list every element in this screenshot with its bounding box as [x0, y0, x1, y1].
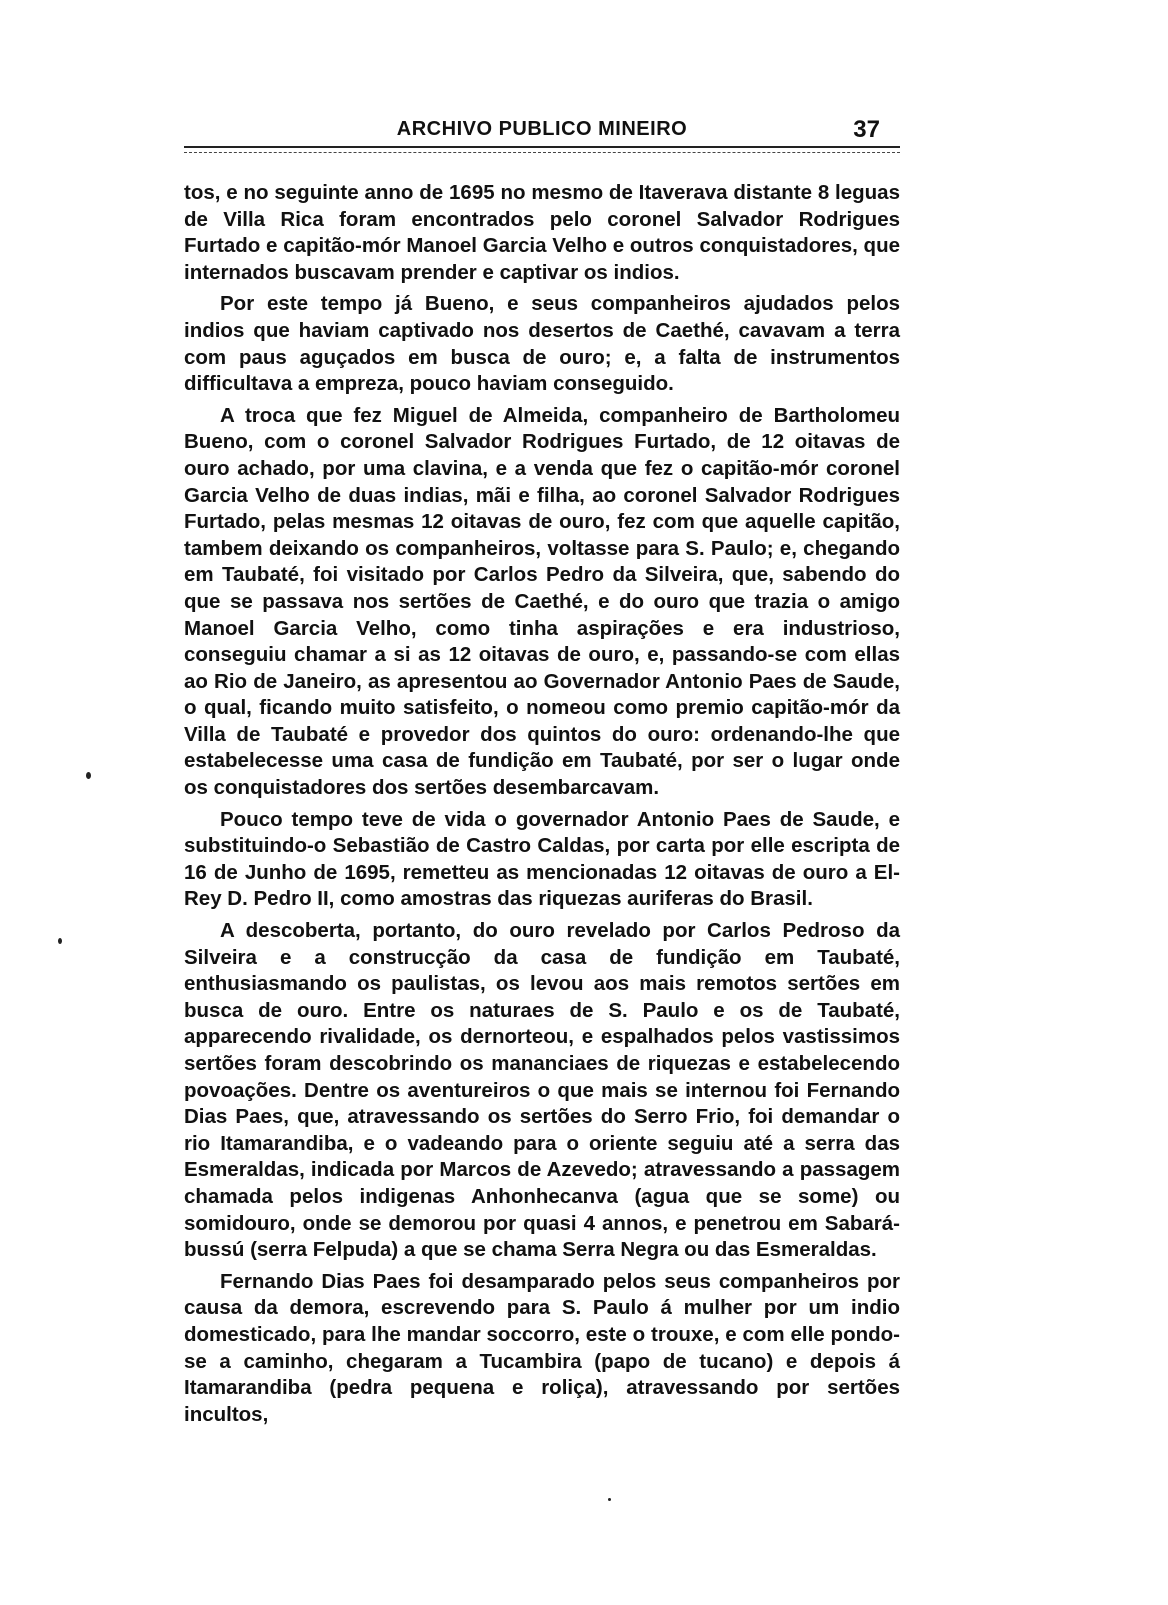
paragraph-5: A descoberta, portanto, do ouro revelado por Carlos Pedroso da Silveira e a construcção da casa de fundição em Taubaté, enthusiasmando os paulistas, os levou aos mais remotos sertões em busca de ouro. Entre os naturaes de S. Paulo e os de Taubaté, apparecendo rivalidade, os dernorteou, e espalhados pelos vastissimos sertões foram descobrindo os mananciaes de riquezas e estabelecendo povoações. Dentre os aventureiros o que mais se internou foi Fernando Dias Paes, que, atravessando os sertões do Serro Frio, foi demandar o rio Itamarandiba, e o vadeando para o oriente seguiu até a serra das Esmeraldas, indicada por Marcos de Azevedo; atravessando a passagem chamada pelos indigenas Anhonhecanva (agua que se some) ou somidouro, onde se demorou por quasi 4 annos, e penetrou em Sabará-bussú (serra Felpuda) a que se chama Serra Negra ou das Esmeraldas.: [184, 919, 900, 1262]
page-number: 37: [853, 116, 880, 143]
print-speck: [86, 772, 91, 779]
paragraph-6: Fernando Dias Paes foi desamparado pelos seus companheiros por causa da demora, escrevendo para S. Paulo á mulher por um indio domesticado, para lhe mandar soccorro, este o trouxe, e com elle pondo-se a caminho, chegaram a Tucambira (papo de tucano) e depois á Itamarandiba (pedra pequena e roliça), atravessando por sertões incultos,: [184, 1269, 900, 1426]
paragraph-4: Pouco tempo teve de vida o governador Antonio Paes de Saude, e substituindo-o Sebastião de Castro Caldas, por carta por elle escripta de 16 de Junho de 1695, remetteu as mencionadas 12 oitavas de ouro a El-Rey D. Pedro II, como amostras das riquezas auriferas do Brasil.: [184, 807, 900, 911]
paragraph-1: tos, e no seguinte anno de 1695 no mesmo de Itaverava distante 8 leguas de Villa Rica foram encontrados pelo coronel Salvador Rodrigues Furtado e capitão-mór Manoel Garcia Velho e outros conquistadores, que internados buscavam prender e captivar os indios.: [184, 181, 900, 284]
publication-title: ARCHIVO PUBLICO MINEIRO: [396, 118, 688, 140]
body-text: [184, 180, 900, 1433]
print-speck: [58, 938, 62, 944]
paragraph-3: A troca que fez Miguel de Almeida, companheiro de Bartholomeu Bueno, com o coronel Salvador Rodrigues Furtado, de 12 oitavas de ouro achado, por uma clavina, e a venda que fez o capitão-mór coronel Garcia Velho de duas indias, mãi e filha, ao coronel Salvador Rodrigues Furtado, pelas mesmas 12 oitavas de ouro, fez com que aquelle capitão, tambem deixando os companheiros, voltasse para S. Paulo; e, chegando em Taubaté, foi visitado por Carlos Pedro da Silveira, que, sabendo do que se passava nos sertões de Caethé, e do ouro que trazia o amigo Manoel Garcia Velho, como tinha aspirações e era industrioso, conseguiu chamar a si as 12 oitavas de ouro, e, passando-se com ellas ao Rio de Janeiro, as apresentou ao Governador Antonio Paes de Saude, o qual, ficando muito satisfeito, o nomeou como premio capitão-mór da Villa de Taubaté e provedor dos quintos do ouro: ordenando-lhe que estabelecesse uma casa de fundição em Taubaté, por ser o lugar onde os conquistadores dos sertões desembarcavam.: [184, 403, 900, 800]
print-speck: [608, 1498, 611, 1501]
paragraph-2: Por este tempo já Bueno, e seus companheiros ajudados pelos indios que haviam captivado nos desertos de Caethé, cavavam a terra com paus aguçados em busca de ouro; e, a falta de instrumentos difficultava a empreza, pouco haviam conseguido.: [184, 292, 900, 396]
header-rule: [184, 146, 900, 153]
